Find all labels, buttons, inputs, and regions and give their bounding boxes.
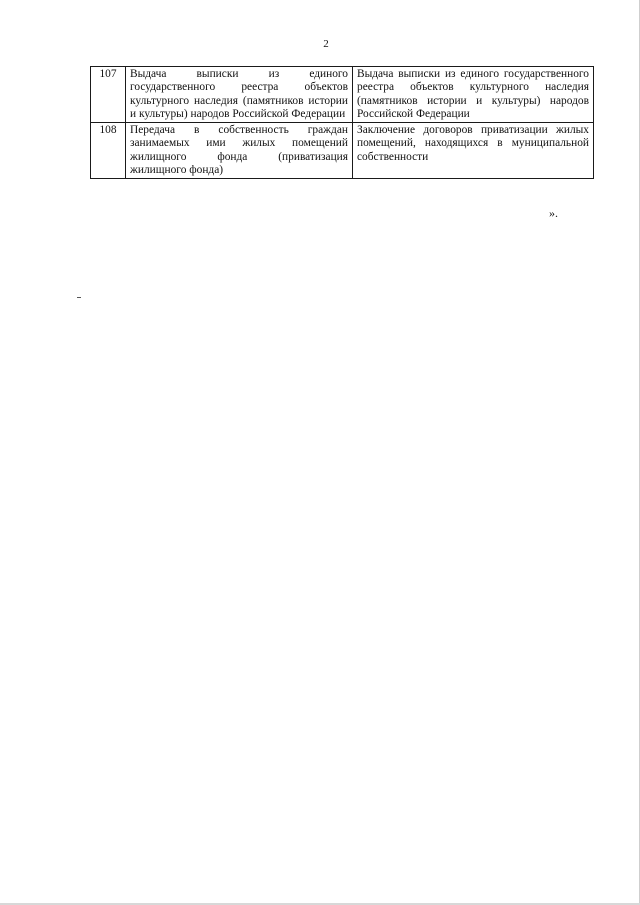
- services-table: [90, 66, 594, 179]
- scan-artifact-dot: [77, 297, 81, 298]
- row-number: 108: [91, 123, 126, 179]
- table-row: [91, 123, 594, 179]
- page-number: 2: [323, 38, 329, 50]
- service-name: Выдача выписки из единого государственного реестра объектов культурного наследия (памятников истории и культуры) народов Российской Федерации: [126, 67, 353, 123]
- closing-quote-mark: ».: [549, 206, 558, 220]
- service-description: Выдача выписки из единого государственного реестра объектов культурного наследия (памятников истории и культуры) народов Российской Федерации: [353, 67, 594, 123]
- row-number: 107: [91, 67, 126, 123]
- service-name: Передача в собственность граждан занимаемых ими жилых помещений жилищного фонда (приватизация жилищного фонда): [126, 123, 353, 179]
- table-row: [91, 67, 594, 123]
- service-description: Заключение договоров приватизации жилых помещений, находящихся в муниципальной собственности: [353, 123, 594, 179]
